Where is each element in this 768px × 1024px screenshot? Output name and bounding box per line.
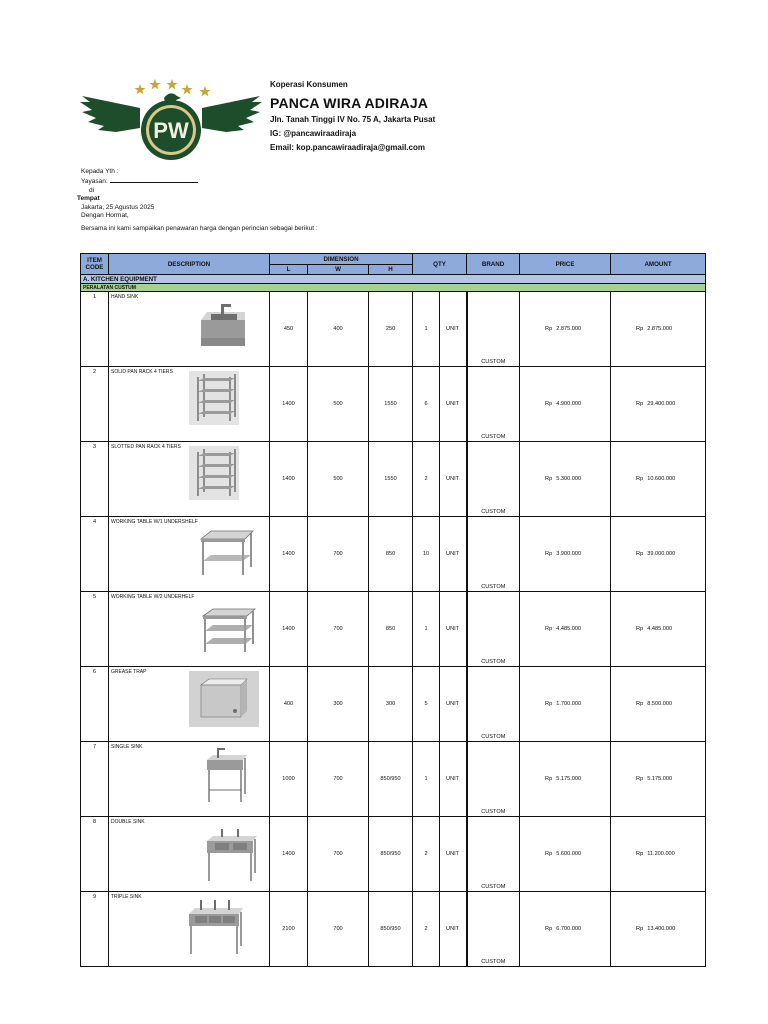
item-number: 3 [81, 442, 109, 517]
item-amount-cell [611, 817, 706, 892]
item-amount-cell [611, 292, 706, 367]
item-price-cell [520, 742, 611, 817]
company-logo [80, 78, 262, 166]
item-price: 5.600.000 [556, 851, 582, 857]
item-price-cell [520, 592, 611, 667]
item-number: 9 [81, 892, 109, 967]
item-amount-cell [611, 367, 706, 442]
item-brand: CUSTOM [467, 292, 520, 367]
currency-label: Rp [636, 701, 644, 707]
item-brand: CUSTOM [467, 517, 520, 592]
item-height: 850 [369, 592, 413, 667]
item-amount: 8.500.000 [647, 701, 673, 707]
item-brand: CUSTOM [467, 442, 520, 517]
product-image-table1 [199, 527, 255, 581]
item-amount-cell [611, 517, 706, 592]
company-address: Jln. Tanah Tinggi IV No. 75 A, Jakarta Pusat [270, 115, 436, 124]
yayasan-label: Yayasan: [81, 178, 108, 186]
currency-label: Rp [636, 476, 644, 482]
item-description-cell [109, 442, 270, 517]
item-amount: 2.875.000 [647, 326, 673, 332]
item-length: 450 [270, 292, 308, 367]
product-image-sink3 [187, 898, 245, 958]
header-item-code: ITEM CODE [81, 254, 109, 275]
item-width: 700 [308, 817, 369, 892]
currency-label: Rp [545, 626, 553, 632]
header-height: H [369, 265, 413, 275]
item-brand: CUSTOM [467, 667, 520, 742]
item-description: WORKING TABLE W/1 UNDERSHELF [111, 519, 198, 525]
item-qty: 2 [413, 442, 440, 517]
product-image-sink2 [205, 827, 259, 885]
product-image-rack [189, 371, 239, 427]
currency-label: Rp [545, 551, 553, 557]
currency-label: Rp [545, 926, 553, 932]
item-price: 4.900.000 [556, 401, 582, 407]
header-length: L [270, 265, 308, 275]
item-amount: 10.600.000 [647, 476, 676, 482]
item-price-cell [520, 892, 611, 967]
item-height: 1550 [369, 367, 413, 442]
item-description-cell [109, 592, 270, 667]
recipient-label: Kepada Yth : [81, 168, 119, 175]
currency-label: Rp [545, 476, 553, 482]
quotation-table [80, 253, 706, 967]
yayasan-blank-line [110, 176, 198, 183]
header-amount: AMOUNT [611, 254, 706, 275]
item-description-cell [109, 742, 270, 817]
letter-intro [77, 168, 481, 234]
product-image-rack [189, 446, 239, 502]
item-description: TRIPLE SINK [111, 894, 142, 900]
currency-label: Rp [636, 851, 644, 857]
item-width: 700 [308, 892, 369, 967]
item-price: 2.875.000 [556, 326, 582, 332]
item-brand: CUSTOM [467, 367, 520, 442]
header-price: PRICE [520, 254, 611, 275]
item-price-cell [520, 367, 611, 442]
currency-label: Rp [636, 401, 644, 407]
item-price: 4.485.000 [556, 626, 582, 632]
item-qty: 2 [413, 817, 440, 892]
item-qty: 6 [413, 367, 440, 442]
item-width: 700 [308, 517, 369, 592]
item-number: 1 [81, 292, 109, 367]
product-image-hand-sink [197, 302, 249, 352]
item-height: 850/950 [369, 817, 413, 892]
item-unit: UNIT [440, 517, 467, 592]
item-height: 850/950 [369, 742, 413, 817]
item-height: 850/950 [369, 892, 413, 967]
currency-label: Rp [636, 626, 644, 632]
product-image-grease [189, 671, 259, 729]
item-number: 2 [81, 367, 109, 442]
product-image-table2 [201, 606, 257, 656]
table-row [81, 367, 706, 442]
item-length: 1400 [270, 817, 308, 892]
item-length: 1400 [270, 367, 308, 442]
table-row [81, 667, 706, 742]
item-price-cell [520, 817, 611, 892]
item-price-cell [520, 442, 611, 517]
table-row [81, 817, 706, 892]
item-height: 1550 [369, 442, 413, 517]
item-amount: 4.485.000 [647, 626, 673, 632]
letter-date: Jakarta, 25 Agustus 2025 [81, 203, 155, 211]
item-length: 1400 [270, 442, 308, 517]
item-price-cell [520, 517, 611, 592]
item-length: 400 [270, 667, 308, 742]
item-price: 1.700.000 [556, 701, 582, 707]
currency-label: Rp [545, 776, 553, 782]
company-email: Email: kop.pancawiraadiraja@gmail.com [270, 143, 425, 152]
item-height: 850 [369, 517, 413, 592]
item-description: HAND SINK [111, 294, 139, 300]
item-qty: 1 [413, 292, 440, 367]
item-qty: 5 [413, 667, 440, 742]
item-qty: 1 [413, 592, 440, 667]
company-type: Koperasi Konsumen [270, 80, 348, 89]
item-amount: 11.200.000 [647, 851, 675, 857]
item-height: 250 [369, 292, 413, 367]
currency-label: Rp [545, 401, 553, 407]
item-amount: 5.175.000 [647, 776, 673, 782]
di-label: di [89, 186, 95, 194]
item-description: DOUBLE SINK [111, 819, 145, 825]
item-description: SLOTTED PAN RACK 4 TIERS [111, 444, 181, 450]
item-number: 8 [81, 817, 109, 892]
currency-label: Rp [636, 776, 644, 782]
item-description-cell [109, 292, 270, 367]
item-amount: 39.000.000 [647, 551, 676, 557]
table-row [81, 742, 706, 817]
header-qty: QTY [413, 254, 467, 275]
item-number: 4 [81, 517, 109, 592]
item-unit: UNIT [440, 667, 467, 742]
item-qty: 10 [413, 517, 440, 592]
item-price: 6.700.000 [556, 926, 582, 932]
item-length: 1400 [270, 517, 308, 592]
item-description: SINGLE SINK [111, 744, 143, 750]
item-price-cell [520, 667, 611, 742]
currency-label: Rp [545, 701, 553, 707]
table-row [81, 892, 706, 967]
item-unit: UNIT [440, 367, 467, 442]
currency-label: Rp [636, 926, 644, 932]
table-row [81, 442, 706, 517]
currency-label: Rp [545, 326, 553, 332]
header-dimension: DIMENSION [270, 254, 413, 265]
item-number: 7 [81, 742, 109, 817]
item-amount-cell [611, 592, 706, 667]
header-description: DESCRIPTION [109, 254, 270, 275]
item-amount-cell [611, 667, 706, 742]
item-price: 3.900.000 [556, 551, 582, 557]
item-qty: 1 [413, 742, 440, 817]
item-price: 5.175.000 [556, 776, 582, 782]
letter-body: Bersama ini kami sampaikan penawaran harga dengan perincian sebagai berikut : [81, 225, 318, 233]
company-header [270, 80, 570, 157]
subsection-peralatan-custum: PERALATAN CUSTUM [81, 284, 706, 292]
item-width: 500 [308, 367, 369, 442]
currency-label: Rp [545, 851, 553, 857]
table-row [81, 292, 706, 367]
tempat-label: Tempat [77, 195, 100, 203]
currency-label: Rp [636, 551, 644, 557]
item-width: 400 [308, 292, 369, 367]
item-amount-cell [611, 742, 706, 817]
product-image-sink1 [203, 746, 249, 806]
item-width: 700 [308, 592, 369, 667]
item-unit: UNIT [440, 442, 467, 517]
item-description-cell [109, 817, 270, 892]
section-kitchen-equipment: A. KITCHEN EQUIPMENT [81, 275, 706, 284]
item-length: 1400 [270, 592, 308, 667]
item-price-cell [520, 292, 611, 367]
header-width: W [308, 265, 369, 275]
item-width: 500 [308, 442, 369, 517]
header-brand: BRAND [467, 254, 520, 275]
item-height: 300 [369, 667, 413, 742]
item-description-cell [109, 367, 270, 442]
table-row [81, 592, 706, 667]
item-width: 700 [308, 742, 369, 817]
item-length: 2100 [270, 892, 308, 967]
item-number: 6 [81, 667, 109, 742]
item-description-cell [109, 517, 270, 592]
item-unit: UNIT [440, 817, 467, 892]
table-row [81, 517, 706, 592]
logo-monogram: PW [153, 118, 189, 143]
item-brand: CUSTOM [467, 742, 520, 817]
item-brand: CUSTOM [467, 817, 520, 892]
item-description: WORKING TABLE W/2 UNDERHELF [111, 594, 195, 600]
letter-greeting: Dengan Hormat, [81, 212, 129, 220]
item-unit: UNIT [440, 592, 467, 667]
item-length: 1000 [270, 742, 308, 817]
item-description: GREASE TRAP [111, 669, 147, 675]
item-description-cell [109, 667, 270, 742]
item-qty: 2 [413, 892, 440, 967]
item-description-cell [109, 892, 270, 967]
item-unit: UNIT [440, 292, 467, 367]
item-amount-cell [611, 442, 706, 517]
item-amount-cell [611, 892, 706, 967]
company-instagram: IG: @pancawiraadiraja [270, 129, 357, 138]
company-name: PANCA WIRA ADIRAJA [270, 95, 429, 111]
item-brand: CUSTOM [467, 892, 520, 967]
item-unit: UNIT [440, 742, 467, 817]
item-price: 5.300.000 [556, 476, 582, 482]
item-amount: 29.400.000 [647, 401, 676, 407]
item-unit: UNIT [440, 892, 467, 967]
currency-label: Rp [636, 326, 644, 332]
item-description: SOLID PAN RACK 4 TIERS [111, 369, 173, 375]
item-number: 5 [81, 592, 109, 667]
item-amount: 13.400.000 [647, 926, 676, 932]
item-brand: CUSTOM [467, 592, 520, 667]
item-width: 300 [308, 667, 369, 742]
